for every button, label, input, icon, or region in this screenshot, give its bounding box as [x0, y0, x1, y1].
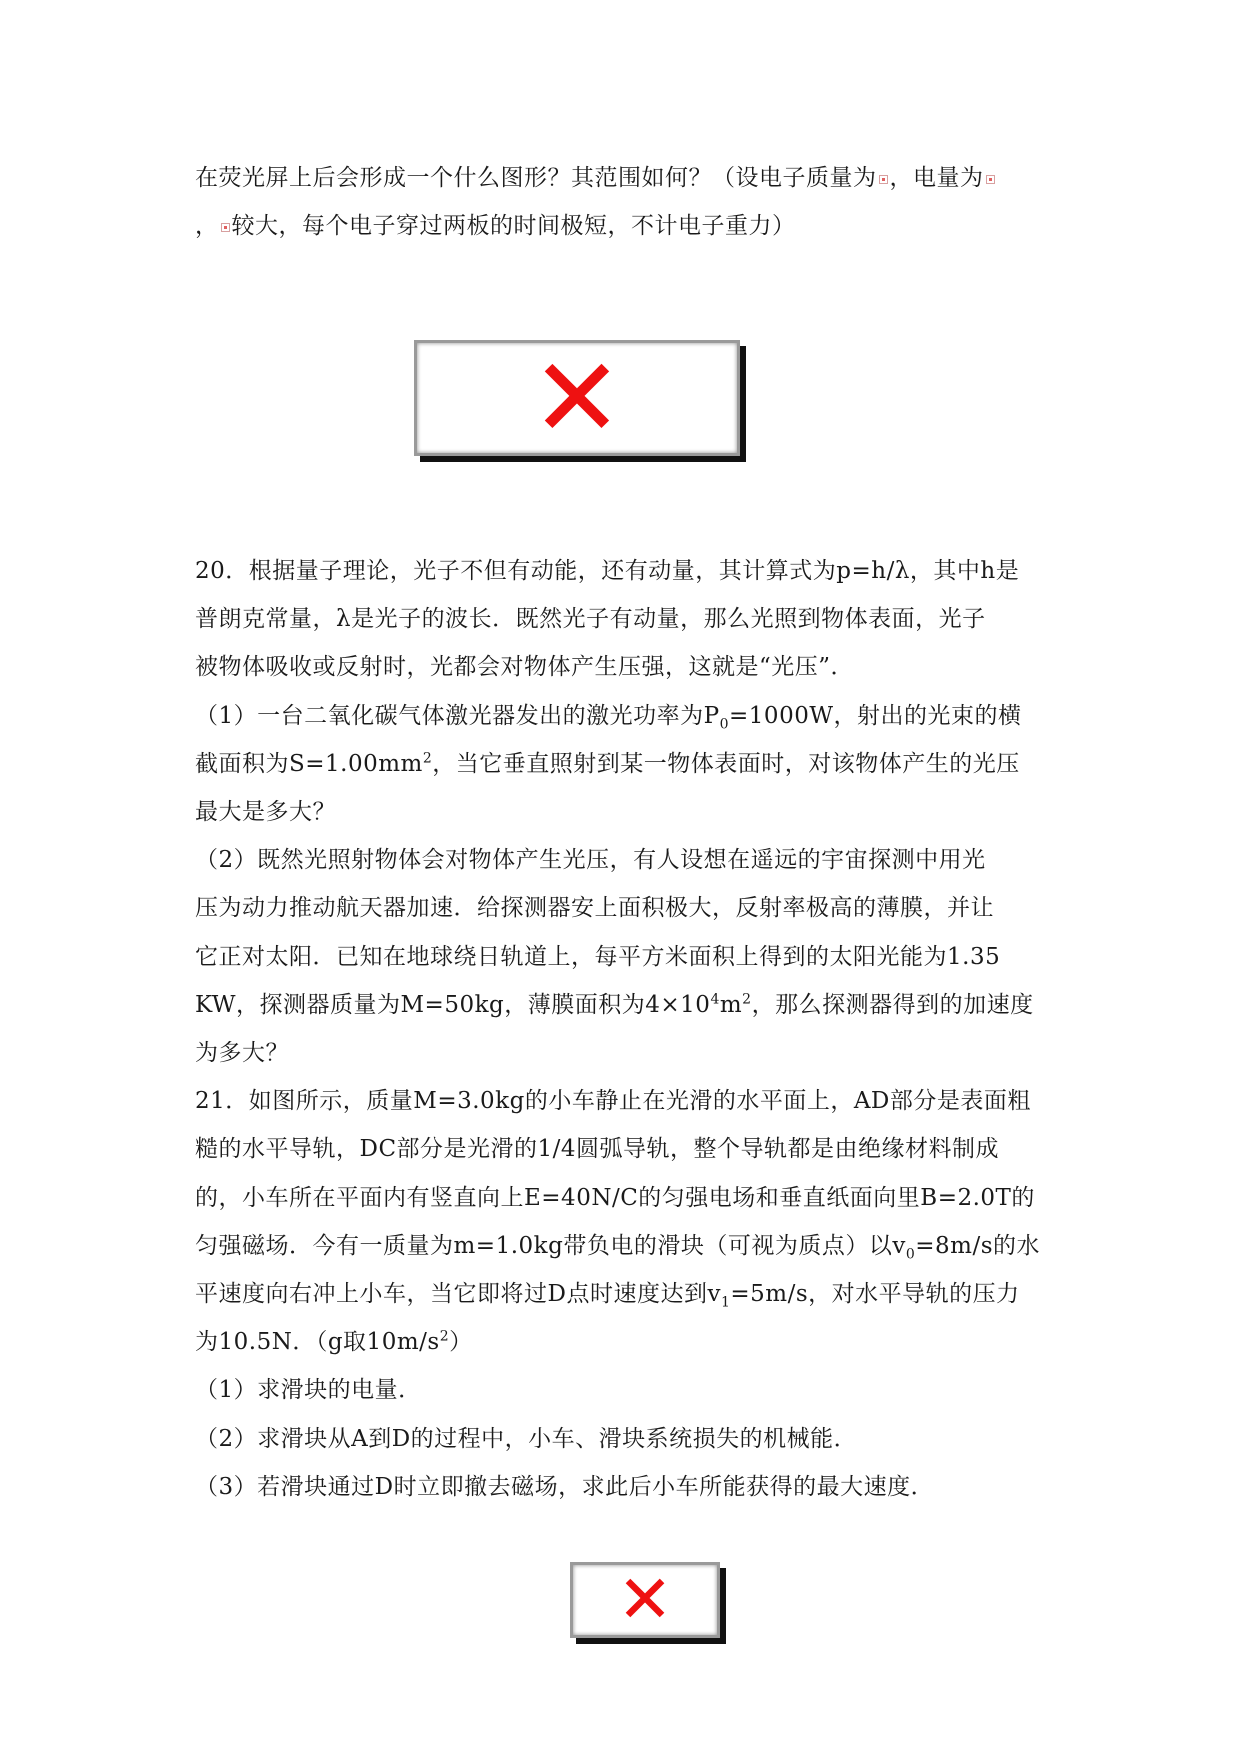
- text-segment: 在荧光屏上后会形成一个什么图形？其范围如何？（设电子质量为: [195, 165, 877, 191]
- superscript: 2: [742, 991, 752, 1008]
- superscript: 4: [710, 991, 720, 1008]
- inline-image-placeholder-icon: [221, 223, 230, 232]
- q20-line-9: [195, 942, 1000, 972]
- text-segment: （1）求滑块的电量．: [195, 1377, 422, 1403]
- q20-line-11: [195, 1038, 289, 1068]
- text-segment: ，那么探测器得到的加速度: [751, 992, 1034, 1018]
- q21-line-5: [195, 1279, 1020, 1309]
- broken-image-x-icon: ✕: [617, 1561, 673, 1638]
- q20-line-2: [195, 604, 986, 634]
- superscript: 2: [422, 750, 433, 767]
- text-segment: 截面积为S=1.00mm: [195, 751, 423, 777]
- q21-line-3: [195, 1183, 1035, 1213]
- text-segment: （1）一台二氧化碳气体激光器发出的激光功率为P: [195, 703, 720, 729]
- text-segment: =5m/s，对水平导轨的压力: [730, 1281, 1020, 1307]
- subscript: 0: [905, 1246, 916, 1263]
- text-segment: （2）既然光照射物体会对物体产生光压，有人设想在遥远的宇宙探测中用光: [195, 847, 986, 873]
- q21-line-8: [195, 1424, 857, 1454]
- text-segment: ，: [195, 213, 219, 239]
- superscript: 2: [439, 1328, 450, 1345]
- q21-line-6: [195, 1327, 473, 1357]
- q21-line-4: [195, 1231, 1040, 1261]
- text-segment: 20．根据量子理论，光子不但有动能，还有动量，其计算式为p=h/λ，其中h是: [195, 558, 1020, 584]
- q20-line-5: [195, 749, 1020, 779]
- q21-line-9: [195, 1472, 934, 1502]
- q20-line-8: [195, 893, 994, 923]
- text-segment: m: [719, 992, 743, 1018]
- q20-line-4: [195, 701, 1021, 731]
- text-segment: （2）求滑块从A到D的过程中，小车、滑块系统损失的机械能．: [195, 1426, 858, 1452]
- figure-1-broken-image: [414, 334, 740, 462]
- text-segment: 糙的水平导轨，DC部分是光滑的1/4圆弧导轨，整个导轨都是由绝缘材料制成: [195, 1136, 1000, 1162]
- text-segment: 它正对太阳．已知在地球绕日轨道上，每平方米面积上得到的太阳光能为1.35: [195, 944, 1001, 970]
- text-segment: 为10.5N．（g取10m/s: [195, 1329, 440, 1355]
- text-segment: 为多大？: [195, 1040, 289, 1066]
- q20-line-7: [195, 845, 986, 875]
- figure-2-broken-image: [570, 1562, 720, 1638]
- text-segment: 匀强磁场．今有一质量为m=1.0kg带负电的滑块（可视为质点）以v: [195, 1233, 906, 1259]
- q21-line-7: [195, 1375, 422, 1405]
- subscript: 0: [719, 716, 730, 733]
- text-segment: ，电量为: [889, 165, 984, 191]
- text-segment: 21．如图所示，质量M=3.0kg的小车静止在光滑的水平面上，AD部分是表面粗: [195, 1088, 1031, 1114]
- subscript: 1: [720, 1294, 731, 1311]
- text-segment: ）: [449, 1329, 473, 1355]
- q20-line-3: [195, 652, 854, 682]
- text-segment: =8m/s的水: [915, 1233, 1041, 1259]
- text-segment: （3）若滑块通过D时立即撤去磁场，求此后小车所能获得的最大速度．: [195, 1474, 935, 1500]
- text-line-1: [195, 163, 997, 193]
- text-segment: 压为动力推动航天器加速．给探测器安上面积极大，反射率极高的薄膜，并让: [195, 895, 994, 921]
- text-segment: KW，探测器质量为M=50kg，薄膜面积为4×10: [195, 992, 711, 1018]
- text-segment: 普朗克常量，λ是光子的波长．既然光子有动量，那么光照到物体表面，光子: [195, 606, 986, 632]
- text-segment: 较大，每个电子穿过两板的时间极短，不计电子重力）: [231, 213, 796, 239]
- broken-image-x-icon: ✕: [530, 334, 624, 462]
- q20-line-10: [195, 990, 1034, 1020]
- q21-line-1: [195, 1086, 1031, 1116]
- text-segment: 最大是多大？: [195, 799, 336, 825]
- text-segment: =1000W，射出的光束的横: [729, 703, 1022, 729]
- text-segment: 的，小车所在平面内有竖直向上E=40N/C的匀强电场和垂直纸面向里B=2.0T的: [195, 1185, 1035, 1211]
- inline-image-placeholder-icon: [986, 175, 995, 184]
- text-line-2: [195, 211, 796, 241]
- q20-line-1: [195, 556, 1019, 586]
- text-segment: 平速度向右冲上小车，当它即将过D点时速度达到v: [195, 1281, 721, 1307]
- q20-line-6: [195, 797, 336, 827]
- inline-image-placeholder-icon: [879, 175, 888, 184]
- text-segment: 被物体吸收或反射时，光都会对物体产生压强，这就是“光压”．: [195, 654, 855, 680]
- q21-line-2: [195, 1134, 999, 1164]
- text-segment: ，当它垂直照射到某一物体表面时，对该物体产生的光压: [432, 751, 1020, 777]
